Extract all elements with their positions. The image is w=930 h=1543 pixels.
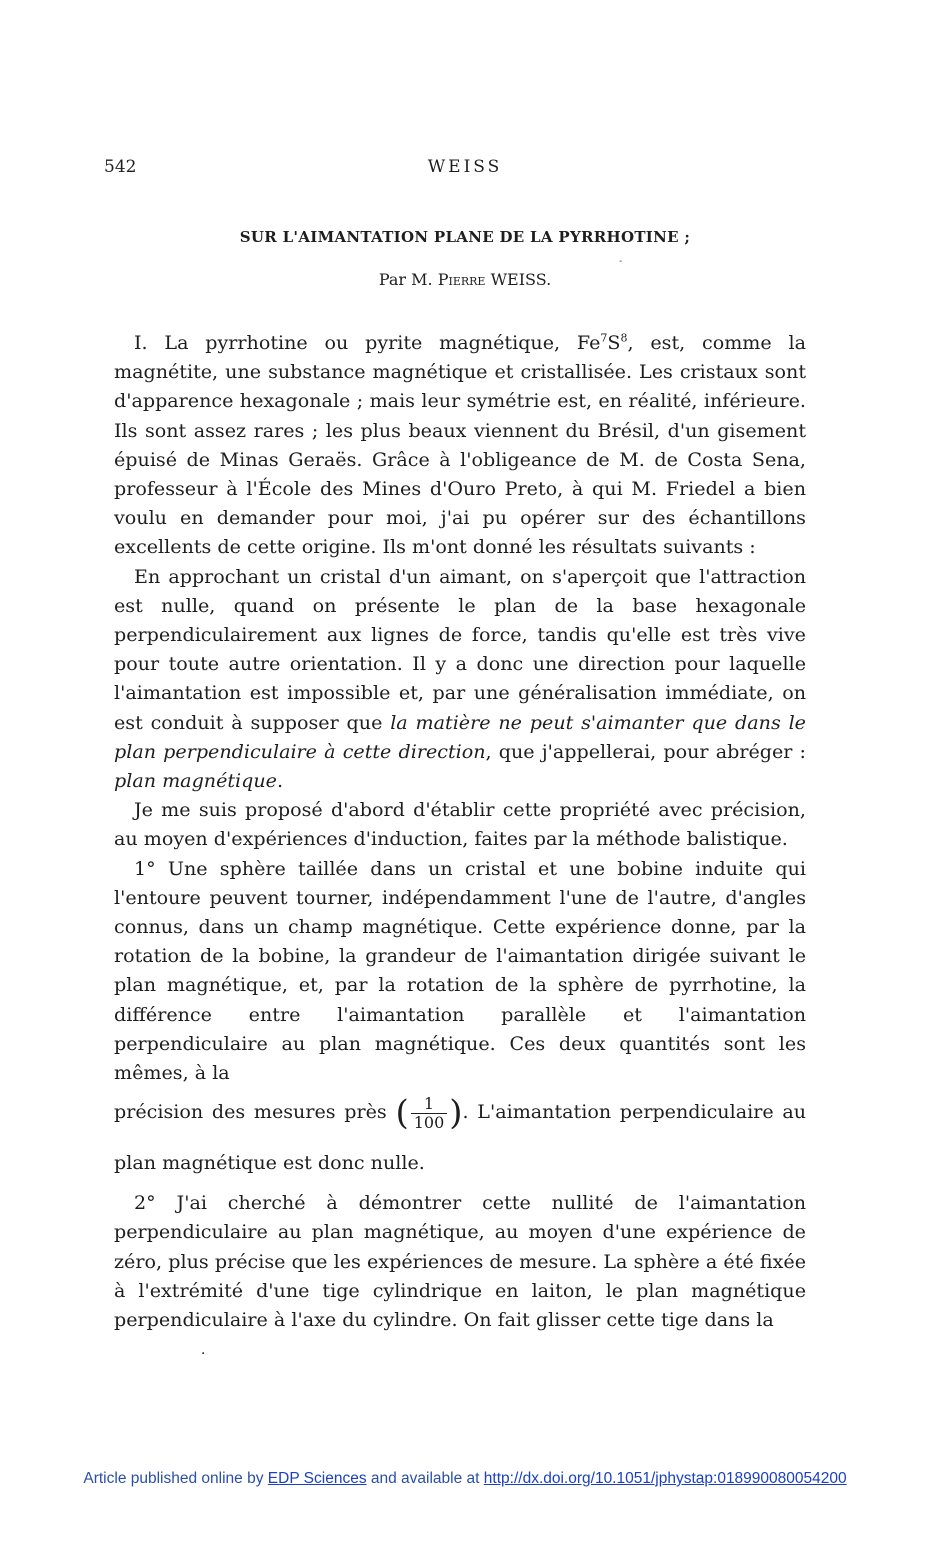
running-head: WEISS (427, 157, 503, 177)
paragraph-1-text-c: , est, comme la magnétite, une substance magnétique et cristallisée. Les cristaux sont d'apparence hexagonale ; mais leur symétrie est, en réalité, inférieure. Ils sont assez rares ; les plus beaux viennent du Brésil, d'un gisement épuisé de Minas Geraës. Grâce à l'obligeance de M. de Costa Sena, professeur à l'École des Mines d'Ouro Preto, à qui M. Friedel a bien voulu en demander pour moi, j'ai pu opérer sur des échantillons excellents de cette origine. Ils m'ont donné les résultats suivants : (114, 331, 807, 559)
paragraph-2-text-b: , que j'appellerai, pour abréger : (485, 739, 806, 763)
paragraph-5: 2° J'ai cherché à démontrer cette nullité de l'aimantation perpendiculaire au plan magnétique, au moyen d'une expérience de zéro, plus précise que les expériences de mesure. La sphère a été fixée à l'extrémité d'une tige cylindrique en laiton, le plan magnétique perpendiculaire à l'axe du cylindre. On fait glisser cette tige dans la (114, 1191, 806, 1332)
paragraph-4-text-a: 1° Une sphère taillée dans un cristal et une bobine induite qui l'entoure peuvent tourner, indépendamment l'une de l'autre, d'angles connus, dans un champ magnétique. Cette expérience donne, par la rotation de la bobine, la grandeur de l'aimantation dirigée suivant le plan magnétique, et, par la rotation de la sphère de pyrrhotine, la différence entre l'aimantation parallèle et l'aimantation perpendiculaire au plan magnétique. Ces deux quantités sont les mêmes, à la (114, 856, 806, 1085)
footer-prefix: Article published online by (83, 1470, 264, 1487)
byline (0, 270, 930, 289)
fraction (411, 1095, 448, 1132)
formula-superscript-s: 8 (620, 331, 628, 345)
fraction-denominator: 100 (411, 1113, 448, 1132)
publication-footer (0, 1470, 930, 1488)
doi-link[interactable]: http://dx.doi.org/10.1051/jphystap:018990080054200 (483, 1470, 847, 1487)
byline-prefix: Par M. (378, 270, 433, 289)
paragraph-1 (114, 328, 806, 562)
paragraph-3: Je me suis proposé d'abord d'établir cette propriété avec précision, au moyen d'expériences d'induction, faites par la méthode balistique. (114, 798, 806, 851)
author-last-name: WEISS. (490, 270, 552, 289)
author-first-name: Pierre (437, 270, 486, 289)
stray-mark: - (619, 256, 623, 267)
footer-middle: and available at (370, 1470, 480, 1487)
paragraph-2 (114, 562, 806, 796)
paragraph-4 (114, 854, 806, 1189)
paragraph-1-text-a: I. La pyrrhotine ou pyrite magnétique, Fe (134, 331, 601, 354)
paragraph-2-text-c: . (277, 769, 284, 793)
stray-dot: · (201, 1346, 206, 1362)
right-paren: ) (449, 1093, 463, 1134)
fraction-line (114, 1087, 806, 1188)
fraction-numerator: 1 (423, 1093, 435, 1113)
paragraph-2-emphasis-2: plan magnétique (114, 769, 277, 793)
formula-sulfur: S (607, 331, 621, 354)
article-title: SUR L'AIMANTATION PLANE DE LA PYRRHOTINE ; (239, 228, 691, 246)
paragraph-2-emphasis-1: la matière ne peut s'aimanter que dans le plan perpendiculaire à cette direction (114, 710, 806, 763)
page-number: 542 (104, 157, 137, 177)
formula-superscript-fe: 7 (600, 331, 608, 345)
article-body (114, 328, 806, 1334)
paragraph-4-text-c: . L'aimantation perpendiculaire au plan magnétique est donc nulle. (114, 1100, 806, 1175)
paragraph-4-text-b: précision des mesures près (114, 1100, 387, 1124)
paragraph-2-text-a: En approchant un cristal d'un aimant, on s'aperçoit que l'attraction est nulle, quand on présente le plan de la base hexagonale perpendiculairement aux lignes de force, tandis qu'elle est très vive pour toute autre orientation. Il y a donc une direction pour laquelle l'aimantation est impossible et, par une généralisation immédiate, on est conduit à supposer que (114, 564, 806, 734)
left-paren: ( (395, 1093, 409, 1134)
publisher-link[interactable]: EDP Sciences (267, 1470, 367, 1487)
